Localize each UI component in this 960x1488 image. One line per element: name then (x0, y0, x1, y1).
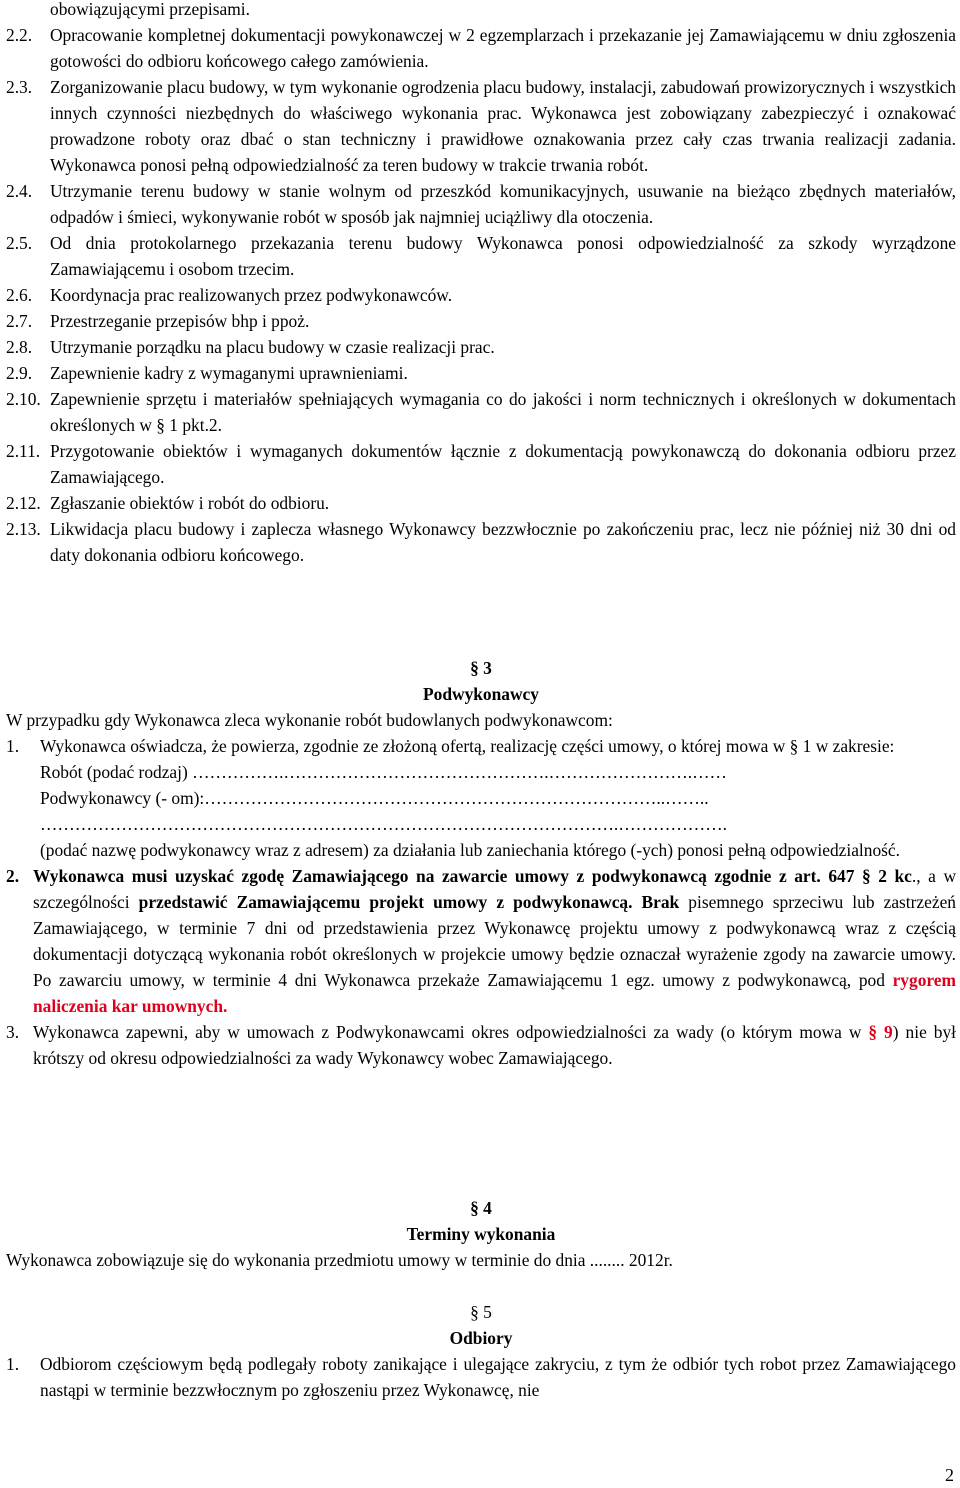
item-text: Wykonawca oświadcza, że powierza, zgodnie ze złożoną ofertą, realizację części umowy, o której mowa w § 1 w zakresie: (40, 736, 895, 756)
item-number: 3. (6, 1022, 20, 1042)
item-number: 2.4. (6, 181, 33, 201)
plain-text: ) nie był krótszy od okresu odpowiedzialności za wady Wykonawcy wobec Zamawiającego. (33, 1022, 956, 1068)
item-number: 2.10. (6, 389, 41, 409)
section-2-items (6, 0, 956, 568)
item-note: (podać nazwę podwykonawcy wraz z adresem) za działania lub zaniechania którego (-ych) ponosi pełną odpowiedzialność. (40, 840, 900, 860)
item-text: Zorganizowanie placu budowy, w tym wykonanie ogrodzenia placu budowy, instalacji, zabudowań prowizorycznych i wszystkich innych czynności niezbędnych do właściwego wykonania prac. Wykonawca jest zobowiązany zabezpieczyć i oznakować prowadzone roboty oraz dbać o stan techniczny i prawidłowe oznakowania przez cały czas trwania realizacji zadania. Wykonawca ponosi pełną odpowiedzialność za teren budowy w trakcie trwania robót. (50, 77, 956, 175)
item-number: 2.9. (6, 363, 33, 383)
item-text: Zapewnienie kadry z wymaganymi uprawnieniami. (50, 363, 408, 383)
list-item (6, 490, 956, 516)
list-item (6, 308, 956, 334)
list-item (6, 386, 956, 438)
subcontractor-line: Podwykonawcy (- om):……………………………………………………………………..…….. (40, 788, 709, 808)
plain-text: ., a w szczególności (33, 866, 957, 912)
item-text: Opracowanie kompletnej dokumentacji powykonawczej w 2 egzemplarzach i przekazanie jej Zamawiającemu w dniu zgłoszenia gotowości do odbioru końcowego całego zamówienia. (50, 25, 956, 71)
item-text: Zapewnienie sprzętu i materiałów spełniających wymagania co do jakości i norm technicznych i określonych w dokumentach określonych w § 1 pkt.2. (50, 389, 956, 435)
item-text (33, 1019, 956, 1071)
item-number: 2.7. (6, 311, 33, 331)
list-item (6, 230, 956, 282)
section-sign: § 3 (470, 658, 492, 678)
list-item (6, 360, 956, 386)
item-text: Odbiorom częściowym będą podlegały roboty zanikające i ulegające zakryciu, z tym że odbiór tych robot przez Zamawiającego nastąpi w terminie bezzwłocznym po zgłoszeniu przez Wykonawcę, nie (40, 1354, 956, 1400)
section-3 (6, 655, 956, 1071)
list-item (6, 438, 956, 490)
plain-text: Wykonawca zapewni, aby w umowach z Podwykonawcami okres odpowiedzialności za wady (o którym mowa w (33, 1022, 869, 1042)
paragraph-tail: obowiązującymi przepisami. (50, 0, 250, 19)
list-item (6, 22, 956, 74)
list-item (6, 516, 956, 568)
item-number: 2.12. (6, 493, 41, 513)
list-item (6, 74, 956, 178)
item-list (6, 22, 956, 568)
item-number: 1. (6, 736, 20, 756)
red-text: § 9 (868, 1022, 893, 1042)
bold-text: Wykonawca musi uzyskać zgodę Zamawiającego na zawarcie umowy z podwykonawcą zgodnie z art. 647 § 2 kc (33, 866, 912, 886)
plain-text: pisemnego sprzeciwu lub zastrzeżeń Zamawiającego, w terminie 7 dni od przedstawienia przez Wykonawcę projektu umowy z podwykonawcą wraz z częścią dokumentacji dotyczącą wykonania robót określonych w projekcie umowy będzie oznaczał wyrażenie zgody na zawarcie umowy. Po zawarciu umowy, w terminie 4 dni Wykonawca przekaże Zamawiającemu 1 egz. umowy z podwykonawcą, pod (33, 892, 957, 990)
list-item (6, 178, 956, 230)
item-number: 2.2. (6, 25, 33, 45)
item-text: Zgłaszanie obiektów i robót do odbioru. (50, 493, 330, 513)
list-item (6, 334, 956, 360)
bold-text: przedstawić Zamawiającemu projekt umowy z podwykonawcą. Brak (138, 892, 680, 912)
red-text: rygorem naliczenia kar umownych. (33, 970, 956, 1016)
dotted-line: ……………………………………………………………………………………….………………. (40, 814, 727, 834)
section-title: Terminy wykonania (406, 1224, 556, 1244)
item-number: 2.5. (6, 233, 33, 253)
section-text: Wykonawca zobowiązuje się do wykonania przedmiotu umowy w terminie do dnia ........ 2012r. (6, 1250, 673, 1270)
item-number: 2.6. (6, 285, 33, 305)
item-text (33, 863, 956, 1019)
item-text: Przestrzeganie przepisów bhp i ppoż. (50, 311, 310, 331)
item-text: Likwidacja placu budowy i zaplecza własnego Wykonawcy bezzwłocznie po zakończeniu prac, lecz nie później niż 30 dni od daty dokonania odbioru końcowego. (50, 519, 956, 565)
section-sign: § 5 (470, 1302, 492, 1322)
section-title: Odbiory (449, 1328, 513, 1348)
item-text: Utrzymanie terenu budowy w stanie wolnym od przeszkód komunikacyjnych, usuwanie na bieżąco zbędnych materiałów, odpadów i śmieci, wykonywanie robót w sposób jak najmniej uciążliwy dla otoczenia. (50, 181, 956, 227)
list-item (6, 863, 956, 1019)
section-intro: W przypadku gdy Wykonawca zleca wykonanie robót budowlanych podwykonawcom: (6, 710, 613, 730)
works-line: Robót (podać rodzaj) …………….……………………………………….…………………….…… (40, 762, 727, 782)
item-text: Od dnia protokolarnego przekazania terenu budowy Wykonawca ponosi odpowiedzialność za szkody wyrządzone Zamawiającemu i osobom trzecim. (50, 233, 956, 279)
section-sign: § 4 (470, 1198, 492, 1218)
section-4 (6, 1195, 956, 1273)
list-item (6, 1019, 956, 1071)
item-text: Przygotowanie obiektów i wymaganych dokumentów łącznie z dokumentacją powykonawczą do dokonania odbioru przez Zamawiającego. (50, 441, 956, 487)
item-number: 1. (6, 1354, 20, 1374)
item-number: 2.11. (6, 441, 41, 461)
list-item (6, 1351, 956, 1403)
item-number: 2.8. (6, 337, 33, 357)
list-item (6, 733, 956, 863)
item-number: 2. (6, 866, 20, 886)
list-item (6, 282, 956, 308)
item-number: 2.13. (6, 519, 41, 539)
item-number: 2.3. (6, 77, 33, 97)
item-text: Koordynacja prac realizowanych przez podwykonawców. (50, 285, 453, 305)
item-text: Utrzymanie porządku na placu budowy w czasie realizacji prac. (50, 337, 495, 357)
section-5 (6, 1299, 956, 1403)
page-number: 2 (945, 1465, 954, 1485)
section-title: Podwykonawcy (423, 684, 539, 704)
